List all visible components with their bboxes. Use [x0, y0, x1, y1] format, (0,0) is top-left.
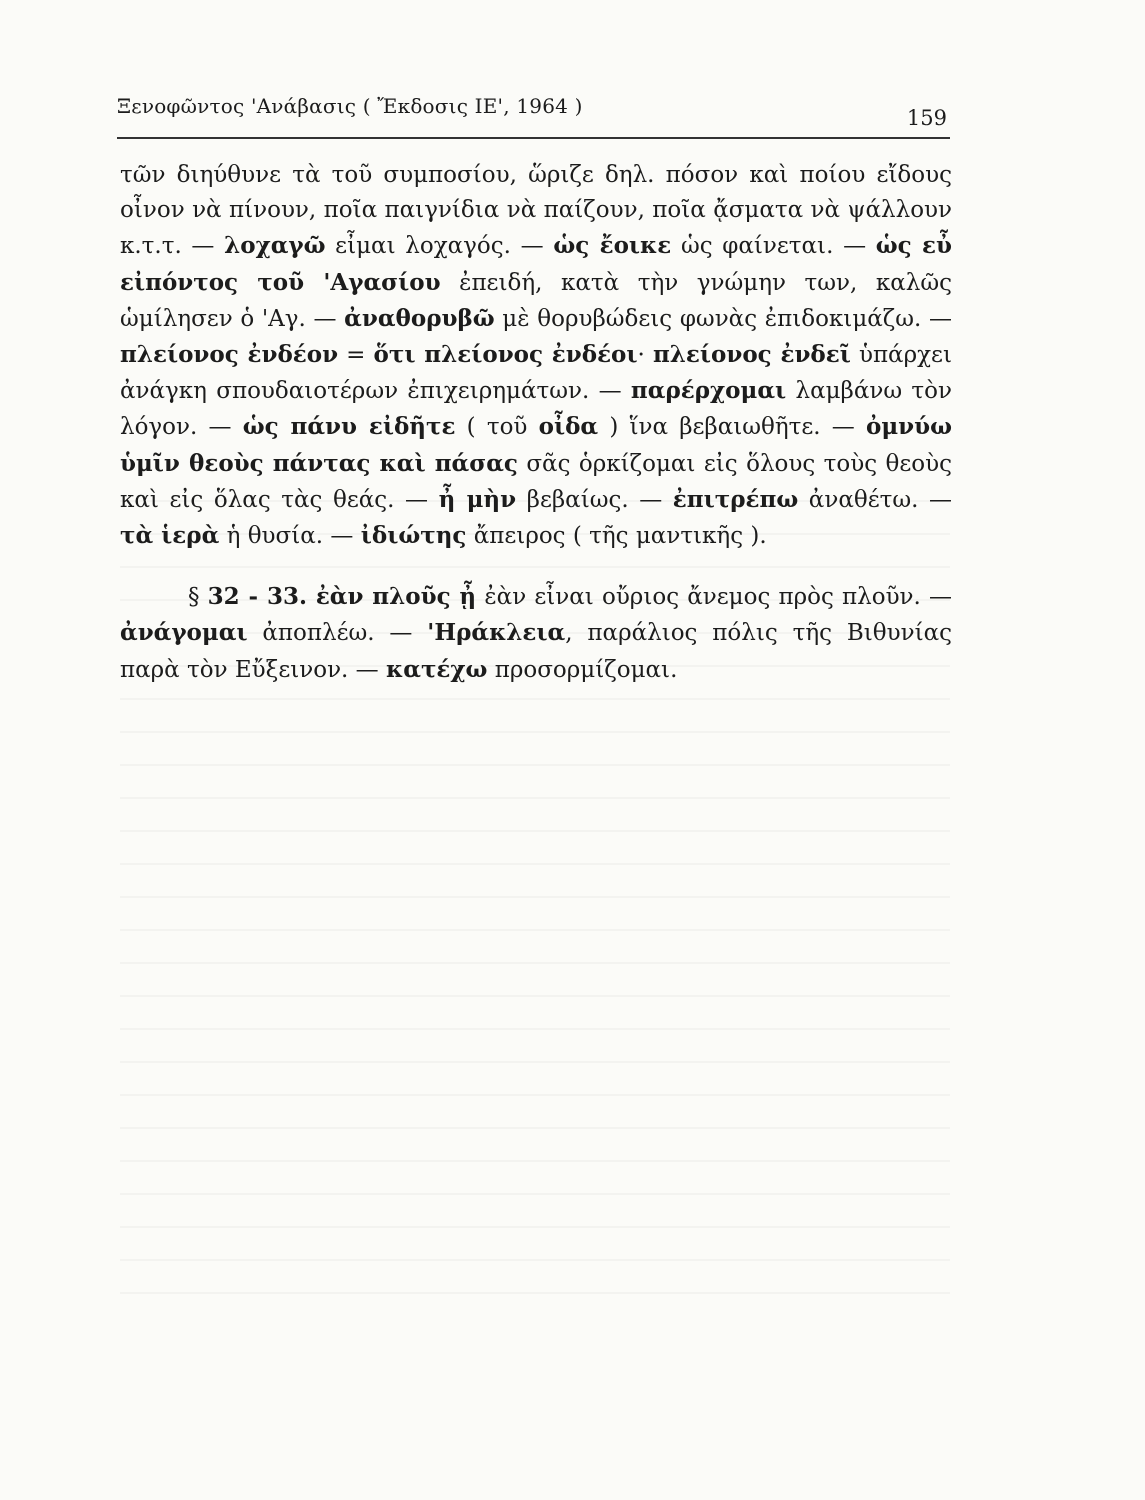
- gloss-text: , παράλιος πόλις τῆς Βιθυνίας παρὰ τὸν Εὔξεινον. —: [120, 620, 952, 683]
- bold-lemma: ὡς πάνυ εἰδῆτε: [242, 413, 456, 441]
- bold-lemma: ἀνάγομαι: [120, 619, 248, 647]
- page-number: 159: [906, 106, 947, 130]
- bold-lemma: 'Ηράκλεια: [427, 619, 566, 647]
- gloss-text: ἐπειδή, κατὰ τὴν γνώμην των, καλῶς ὡμίλησεν ὁ 'Αγ. —: [120, 269, 952, 332]
- bold-lemma: ὡς εὖ εἰπόντος τοῦ 'Αγασίου: [120, 232, 952, 296]
- gloss-text: προσορμίζομαι.: [487, 656, 678, 683]
- bold-lemma: πλείονος ἐνδέον: [120, 341, 339, 369]
- paragraph-section-32-33: [120, 579, 952, 688]
- bold-lemma: ὡς ἔοικε: [553, 232, 672, 260]
- gloss-text: ἐὰν εἶναι οὔριος ἄνεμος πρὸς πλοῦν. —: [476, 584, 953, 611]
- gloss-text: σᾶς ὁρκίζομαι εἰς ὅλους τοὺς θεοὺς καὶ εἰς ὅλας τὰς θεάς. —: [120, 450, 952, 513]
- gloss-text: ) ἵνα βεβαιωθῆτε. —: [598, 414, 866, 441]
- header-rule: [117, 137, 950, 139]
- bold-lemma: ὅτι πλείονος ἐνδέοι: [373, 341, 638, 369]
- bold-lemma: ὀμνύω ὑμῖν θεοὺς πάντας καὶ πάσας: [120, 413, 952, 477]
- gloss-text: τῶν διηύθυνε τὰ τοῦ συμποσίου, ὥριζε δηλ. πόσον καὶ ποίου εἴδους οἶνον νὰ πίνουν, ποῖα παιγνίδια νὰ παίζουν, ποῖα ᾄσματα νὰ ψάλλουν κ.τ.τ. —: [120, 162, 952, 260]
- gloss-text: ·: [637, 342, 653, 369]
- bold-lemma: παρέρχομαι: [630, 377, 787, 405]
- gloss-text: ἀναθέτω. —: [798, 486, 952, 513]
- commentary-text: [120, 158, 952, 688]
- bold-lemma: ἰδιώτης: [360, 522, 467, 550]
- gloss-text: ( τοῦ: [455, 414, 539, 441]
- running-head: [117, 92, 957, 132]
- bold-lemma: 32 - 33. ἐὰν πλοῦς ᾖ: [207, 583, 477, 611]
- paragraph-commentary: [120, 158, 952, 554]
- running-head-title: Ξενοφῶντος 'Ανάβασις ( Ἔκδοσις ΙΕ', 1964 ): [117, 94, 583, 118]
- bold-lemma: πλείονος ἐνδεῖ: [652, 341, 851, 369]
- gloss-text: ἀποπλέω. —: [247, 620, 428, 647]
- bold-lemma: οἶδα: [538, 413, 599, 441]
- gloss-text: ἄπειρος ( τῆς μαντικῆς ).: [466, 523, 767, 550]
- bold-lemma: τὰ ἱερὰ: [120, 522, 220, 550]
- gloss-text: εἶμαι λοχαγός. —: [325, 233, 554, 260]
- bold-lemma: λοχαγῶ: [224, 232, 326, 260]
- gloss-text: βεβαίως. —: [516, 486, 673, 513]
- gloss-text: §: [188, 584, 208, 611]
- gloss-text: =: [338, 342, 374, 369]
- bold-lemma: κατέχω: [386, 655, 488, 683]
- gloss-text: μὲ θορυβώδεις φωνὰς ἐπιδοκιμάζω. —: [494, 305, 952, 332]
- bold-lemma: ἐπιτρέπω: [672, 485, 799, 513]
- gloss-text: ὡς φαίνεται. —: [671, 233, 876, 260]
- bold-lemma: ἀναθορυβῶ: [344, 304, 495, 332]
- gloss-text: ἡ θυσία. —: [219, 523, 361, 550]
- gloss-text: ὑπάρχει ἀνάγκη σπουδαιοτέρων ἐπιχειρημάτων. —: [120, 342, 952, 405]
- bold-lemma: ἦ μὴν: [438, 485, 517, 513]
- gloss-text: λαμβάνω τὸν λόγον. —: [120, 378, 952, 441]
